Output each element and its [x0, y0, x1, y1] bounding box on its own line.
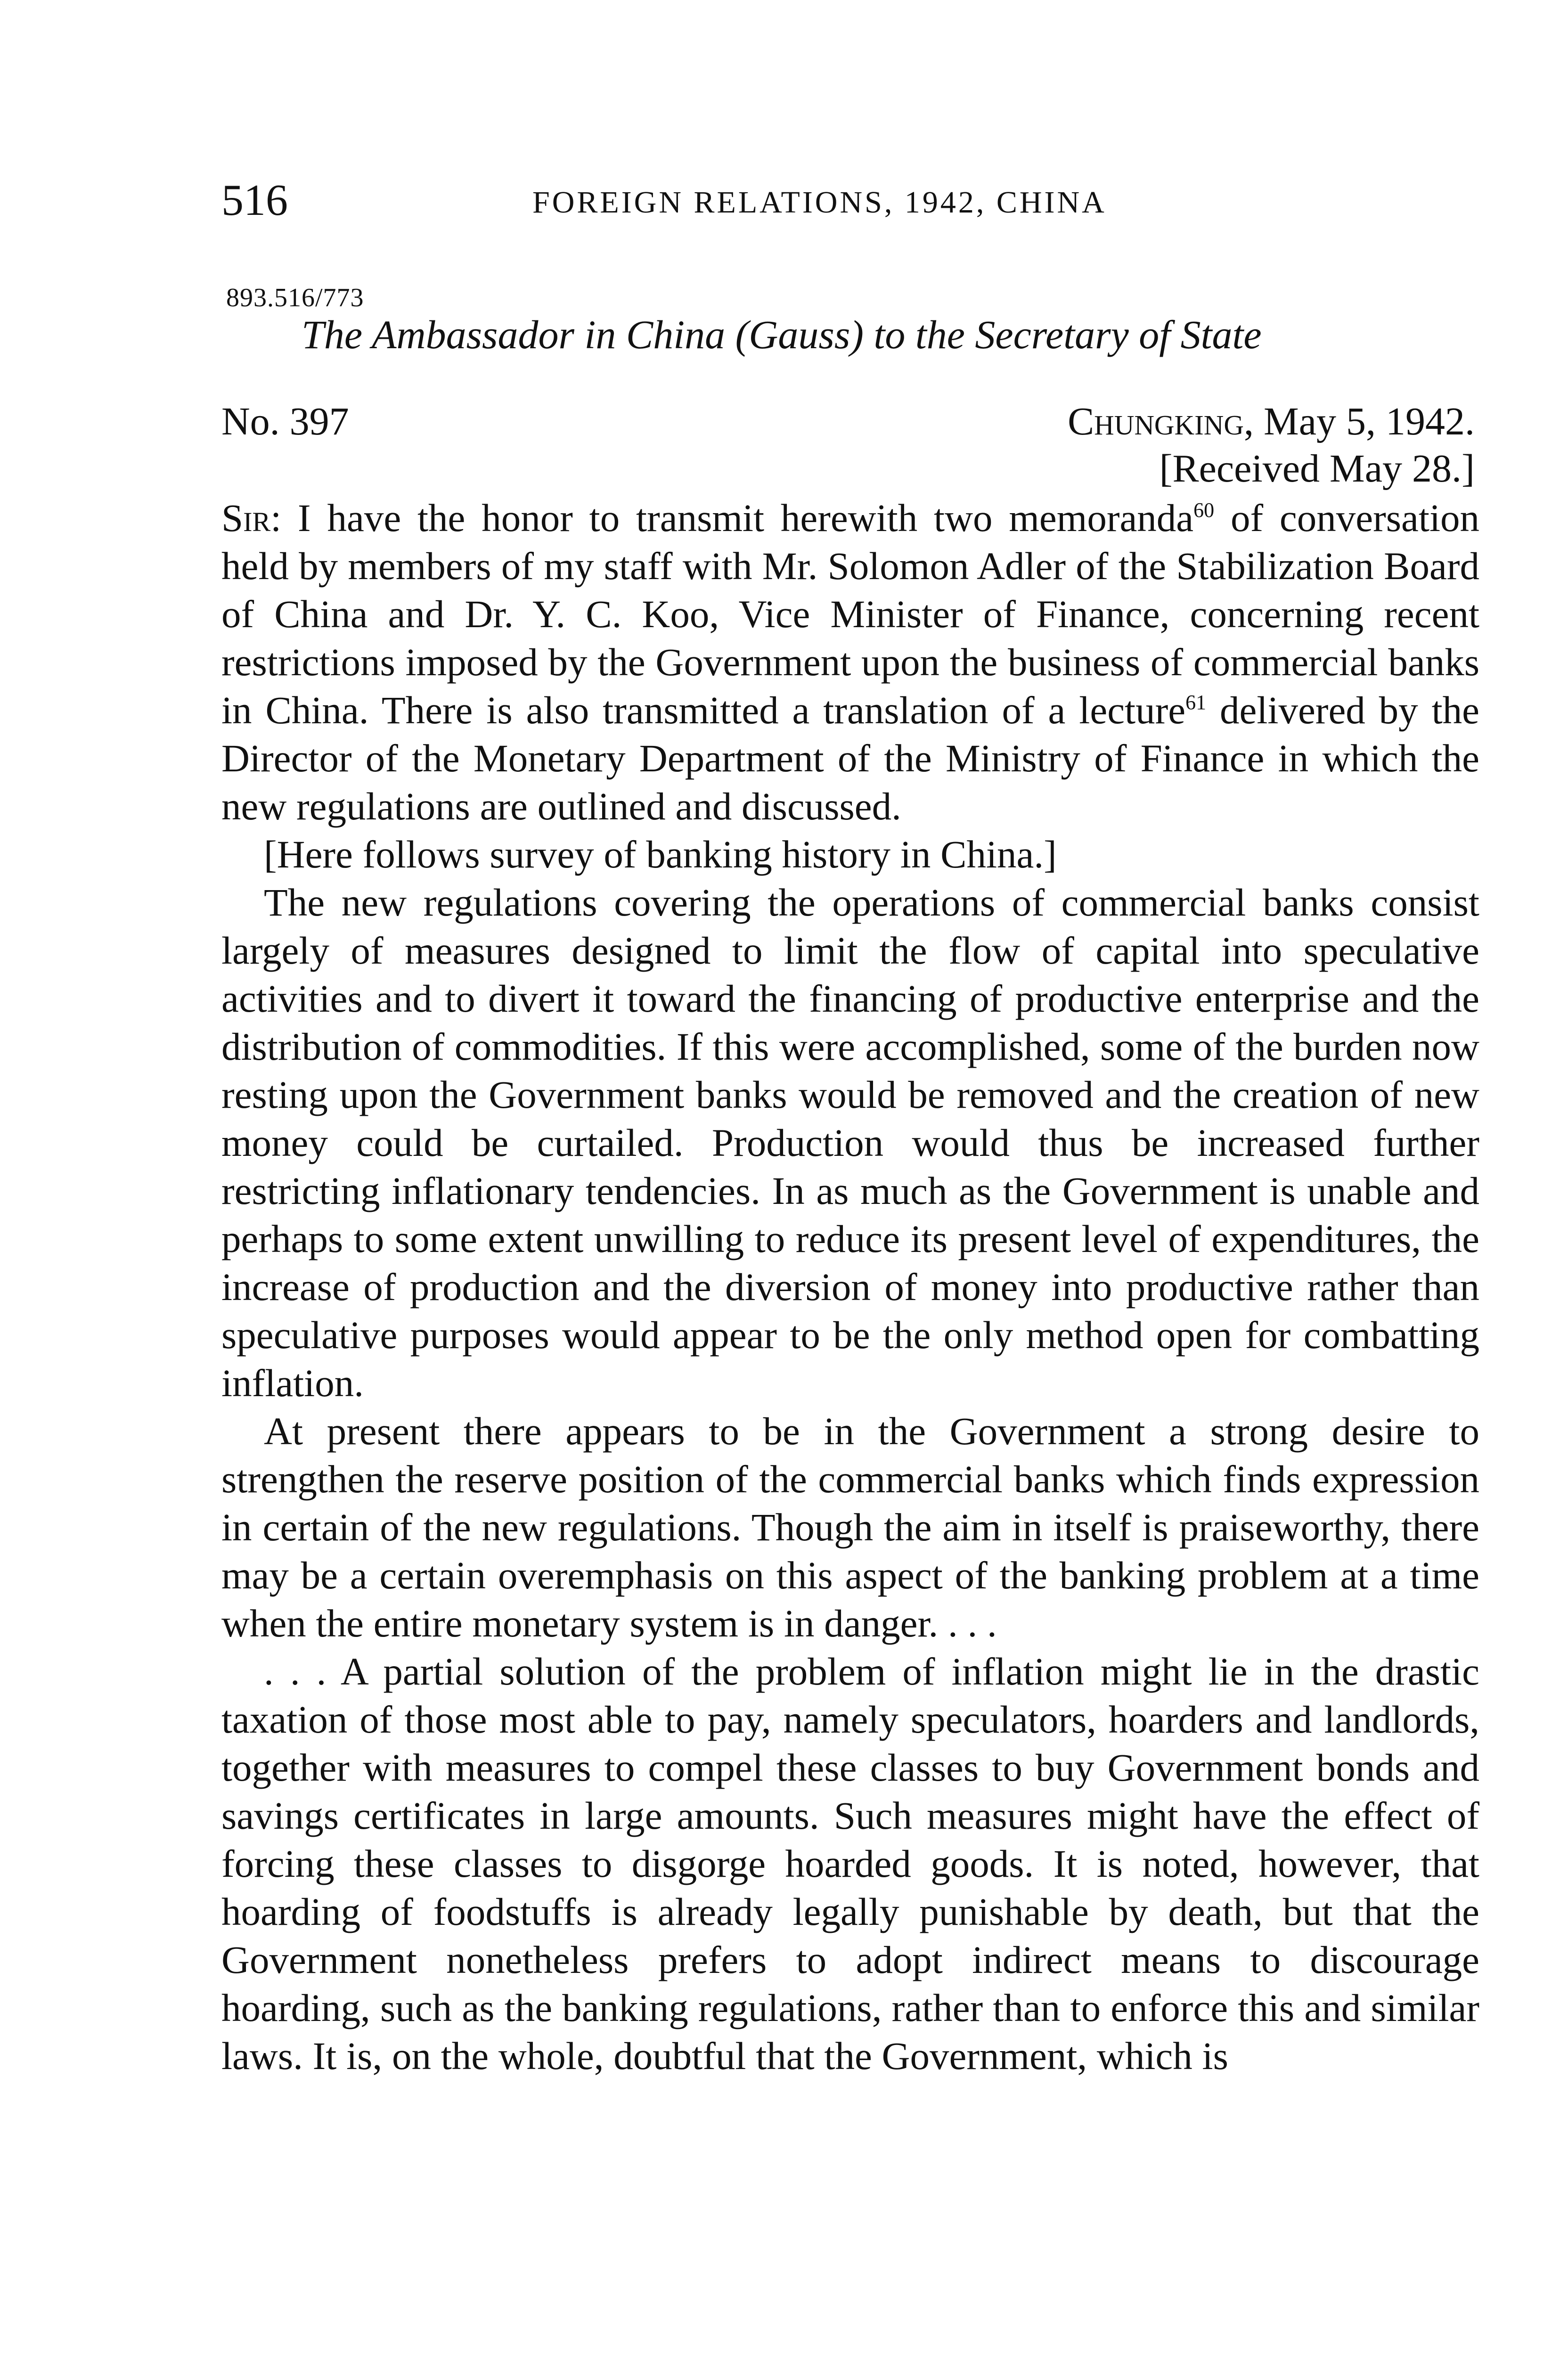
paragraph-5: . . . A partial solution of the problem of inflation might lie in the drastic taxation of those most able to pay, namely speculators, hoarders and landlords, together with measures to compel these classes to buy Government bonds and savings certificates in large amounts. Such measures might have the effect of forcing these classes to disgorge hoarded goods. It is noted, however, that hoarding of foodstuffs is already legally punishable by death, but that the Government nonetheless prefers to adopt indirect means to discourage hoarding, such as the banking regulations, rather than to enforce this and similar laws. It is, on the whole, doubtful that the Government, which is: [221, 1650, 1479, 2078]
page-number: 516: [221, 176, 288, 225]
dateline-date: , May 5, 1942.: [1244, 400, 1475, 443]
dateline: [612, 396, 1475, 448]
paragraph-3: The new regulations covering the operations of commercial banks consist largely of measures designed to limit the flow of capital into speculative activities and to divert it toward the financing of productive enterprise and the distribution of commodities. If this were accomplished, some of the burden now resting upon the Government banks would be removed and the creation of new money could be curtailed. Production would thus be increased further restricting inflationary tendencies. In as much as the Government is unable and perhaps to some extent unwilling to reduce its present level of expenditures, the increase of production and the diversion of money into productive rather than speculative purposes would appear to be the only method open for combatting inflation.: [221, 881, 1479, 1405]
running-head: [221, 174, 1479, 226]
document-number: No. 397: [221, 400, 349, 443]
footnote-ref-60: 60: [1193, 499, 1215, 522]
paragraph-1-part-c: delivered by the Director of the Monetary Department of the Ministry of Finance in which the new regulations are outlined and discussed.: [221, 688, 1479, 828]
paragraph-1-part-a: : I have the honor to transmit herewith two memoranda: [270, 496, 1194, 540]
paragraph-1: [221, 494, 1479, 830]
paragraph-2: [Here follows survey of banking history in China.]: [264, 833, 1057, 876]
footnote-ref-61: 61: [1185, 691, 1207, 714]
file-number: 893.516/773: [226, 283, 364, 312]
running-head-title: FOREIGN RELATIONS, 1942, CHINA: [532, 185, 1107, 220]
dateline-place: Chungking: [1068, 400, 1244, 443]
document-title: The Ambassador in China (Gauss) to the Secretary of State: [302, 312, 1262, 357]
salutation: Sir: [221, 496, 271, 540]
letter-body: [221, 494, 1479, 2080]
received-date: [Received May 28.]: [1159, 447, 1475, 491]
paragraph-4: At present there appears to be in the Government a strong desire to strengthen the reserve position of the commercial banks which finds expression in certain of the new regulations. Though the aim in itself is praiseworthy, there may be a certain overemphasis on this aspect of the banking problem at a time when the entire monetary system is in danger. . . .: [221, 1409, 1479, 1645]
paragraph-1-part-b: of conversation held by members of my staff with Mr. Solomon Adler of the Stabilization Board of China and Dr. Y. C. Koo, Vice Minister of Finance, concerning recent restrictions imposed by the Government upon the business of commercial banks in China. There is also transmitted a translation of a lecture: [221, 496, 1480, 732]
